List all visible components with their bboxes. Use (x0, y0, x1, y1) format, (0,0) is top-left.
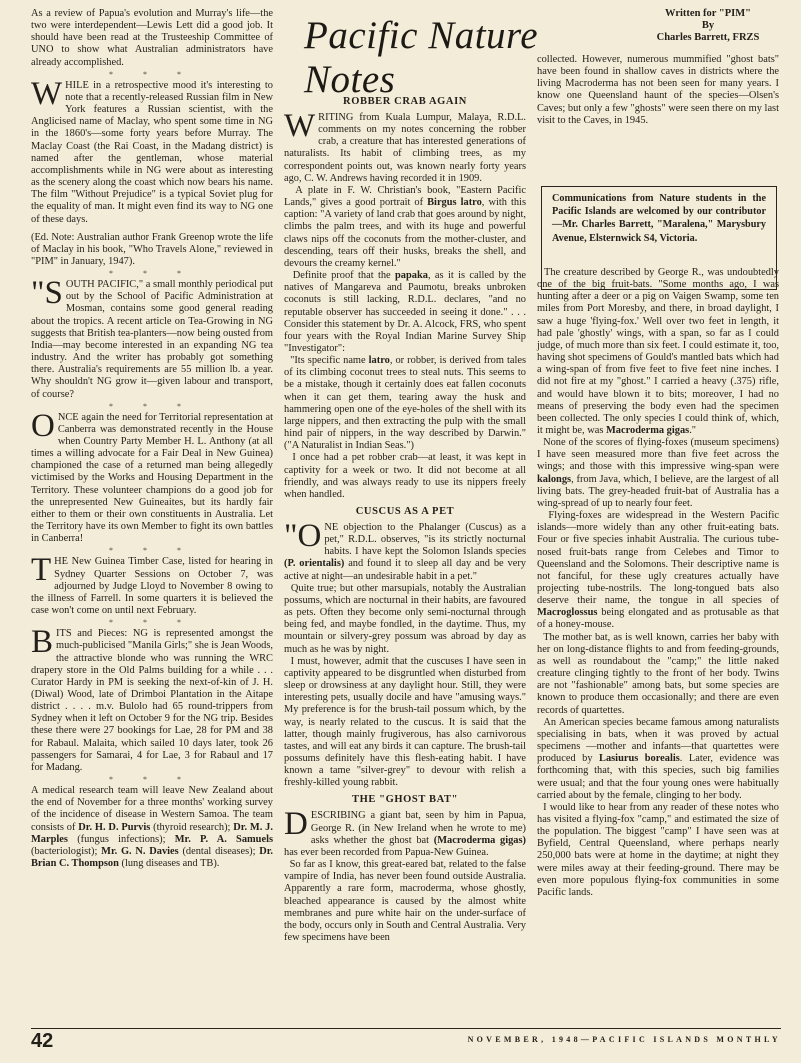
section-separator: * * * (109, 69, 195, 79)
paragraph (284, 185, 526, 270)
paragraph (537, 717, 779, 802)
paragraph (537, 632, 779, 717)
species-name: kalongs (537, 473, 572, 485)
section-separator: * * * (109, 401, 195, 411)
paragraph-text: RITING from Kuala Lumpur, Malaya, R.D.L. comments on my notes concerning the robber crab, a creature that has interested generations of naturalists. Its habit of climbing trees, as my correspondent points out, was known nearly forty years ago, C. W. Andrews having recorded it in 1909. (284, 112, 526, 184)
column-left (31, 8, 273, 870)
paragraph (284, 518, 526, 583)
communications-notice-box (541, 186, 777, 290)
paragraph-text: So far as I know, this great-eared bat, related to the false vampire of India, has never been found outside Australia. Apparently a rare form, macroderma, whose ghostly, bleached appearance is caused by the almost white membranes and pure white hair on the under-surface of the body, occurs only in South and Central Australia. Very few specimens have been (284, 859, 527, 943)
paragraph (537, 437, 779, 510)
paragraph-text: Definite proof that the (292, 270, 391, 282)
paragraph-text: Quite true; but other marsupials, notably the Australian possums, which are nocturnal in their habits, are favoured as pets. Often they become only semi-nocturnal through being fed, and maybe fondled, in the daytime. Thus, my mountain or silvery-grey possum was abroad by day as much as he was by night. (284, 582, 526, 655)
paragraph-text: I once had a pet robber crab—at least, it was kept in captivity for a week or two. It did not become at all friendly, and was always ready to use its nippers freely when handled. (284, 452, 526, 500)
paragraph (31, 785, 273, 870)
paragraph (284, 270, 526, 355)
paragraph (31, 624, 273, 774)
byline-written-for: Written for "PIM" (665, 8, 751, 19)
section-separator: * * * (109, 269, 195, 279)
section-heading: CUSCUS AS A PET (355, 506, 455, 517)
paragraph (284, 108, 526, 185)
drop-cap: W (284, 108, 316, 144)
drop-cap: D (284, 806, 308, 843)
paragraph (537, 267, 779, 437)
paragraph-text: ESCRIBING a giant bat, seen by him in Papua, George R. (in New Ireland when he wrote to me) asks whether the ghost bat (310, 810, 526, 846)
species-name: (P. orientalis) (284, 558, 345, 570)
drop-cap: W (31, 75, 63, 112)
paragraph (284, 656, 526, 790)
page-footer (31, 1028, 781, 1051)
species-name: (Macroderma gigas) (433, 834, 526, 846)
paragraph (537, 802, 779, 899)
paragraph-text: A plate in F. W. Christian's book, "Eastern Pacific Lands," gives a good portrait of (284, 184, 526, 209)
paragraph (284, 583, 526, 656)
masthead-title: Pacific Nature Notes (304, 14, 539, 101)
drop-cap: O (31, 407, 55, 444)
notice-text: Communications from Nature students in the Pacific Islands are welcomed by our contributor—Mr. Charles Barrett, "Maralena," Marysbury Avenue, Elsternwick S4, Victoria. (552, 193, 766, 244)
paragraph-text: being elongated and as protusable as that of a honey-mouse. (537, 607, 779, 631)
paragraph-text: The mother bat, as is well known, carries her baby with her on long-distance flights to and from feeding-grounds, as well as roundabout the "camp;" the little naked creature clinging tightly to the front of her body. Twins are not "fashionable" among bats, but some species are known to produce them occasionally; and there are even records of quartettes. (537, 631, 779, 716)
page-number: 42 (31, 1030, 54, 1052)
section-separator: * * * (109, 546, 195, 556)
paragraph-text: A medical research team will leave New Zealand about the end of November for a three months' working survey of the incidence of disease in Western Samoa. The team consists of (31, 785, 273, 833)
paragraph-text: and found it to sleep all day and be very active at night—an undesirable habit in a pet." (284, 558, 526, 582)
person-name: Dr. H. D. Purvis (78, 821, 151, 833)
paragraph-text: None of the scores of flying-foxes (museum specimens) I have seen measured more than five feet across the wings; and those with this impressive wing-span were (537, 437, 779, 473)
byline-by: By (701, 20, 715, 32)
column-right (537, 54, 779, 899)
person-name: Dr. Brian C. Thompson (31, 845, 273, 869)
paragraph-text: (bacteriologist); (31, 845, 98, 857)
paragraph-text: "Its specific name (290, 355, 366, 367)
paragraph-text: (lung diseases and TB). (121, 858, 220, 869)
paragraph-text: , or robber, is derived from tales of its climbing coconut trees to steal nuts. This seems to be a mistake, though it certainly does eat fallen coconuts when it can get them, tearing away the husk and hammering open one of the eye-holes of the shell with its large nippers, and then extracting the pulp with the small hind pair of nippers, in the way described by Darwin." ("A Naturalist in Indian Seas.") (284, 355, 526, 452)
section-heading: ROBBER CRAB AGAIN (343, 96, 467, 107)
species-name: Lasiurus borealis (599, 753, 680, 765)
paragraph (284, 452, 526, 501)
species-name: Macroglossus (537, 607, 598, 619)
paragraph-text: Flying-foxes are widespread in the Western Pacific islands—more widely than any other fruit-eating bats. Four or five species inhabit Australia. The curious tube-nosed fruit-bats range from Celebes and Timor to Queensland and the Solomons. Their descriptive name is not fanciful, for these ugly creatures actually have projecting tube-nostrils. The long-tongued bats also deserve their name, the tongue in all species of (537, 510, 779, 607)
person-name: Mr. G. N. Davies (101, 845, 179, 857)
paragraph: collected. However, numerous mummified "ghost bats" have been found in shallow caves in districts where the living Macroderma has not been seen for many years. I know one Queensland haunt of the species—Olsen's Caves; but only a few "ghosts" were seen there on my last visit to the Caves, in 1945. (537, 54, 779, 126)
paragraph-text: , as it is called by the natives of Mangareva and Paumotu, breaks unbroken coconuts is still lacking, R.D.L. declares, "and no reputable observer has succeeded in seeing it done." . . . Consider this statement by Dr. A. Alcock, FRS, who spent four years with the Royal Indian Marine Survey Ship "Investigator": (284, 270, 526, 354)
paragraph-text: , from Java, which, I believe, are the largest of all living bats. The grey-headed fruit-bat of Australia has a wing-spread of up to nearly four feet. (537, 473, 779, 509)
paragraph (31, 407, 273, 546)
paragraph-text: I must, however, admit that the cuscuses I have seen in captivity appeared to be disgruntled when disturbed from sleep or drowsiness at any daylight hour. Still, they were interesting pets, usually docile and have "amusing ways." My preference is for the brush-tail possum which, by the way, is nearly related to the cuscus. It is said that the latter, though mainly frugiverous, has also carnivorous tastes, and will eat any birds it can capture. The brush-tail possums definitely have this flesh-eating habit. I have known a tame "silver-grey" to devour with relish a freshly-killed young rabbit. (284, 655, 526, 789)
species-name: Macroderma gigas (606, 424, 690, 436)
paragraph-text: . Later, evidence was forthcoming that, with this species, such big families were usual; and that the four young ones were habitually carried about by the female, clinging to her body. (537, 753, 779, 801)
paragraph (31, 275, 273, 401)
paragraph-text: I would like to hear from any reader of these notes who has visited a flying-fox "camp," and estimated the size of the population. The biggest "camp" I have seen was at Byfield, Central Queensland, where perhaps nearly 250,000 bats were at home in the daytime; at night they were miles away at their feeding-ground. There may be even more populous flying-fox communities in some Pacific lands. (537, 801, 779, 898)
paragraph-text: ITS and Pieces: NG is represented amongst the much-publicised "Manila Girls;" she is Jean Woods, the attractive blonde who was running the WRC drapery store in the Old Palms building for a while . . . Curator Hardy in PM is seeking the next-of-kin of J. H. (Diwal) Wood, late of Drimboi Plantation in the Aitape district . . . . m.v. Bulolo had 65 round-trippers from Sydney when it left on October 9 for the NG trip. Besides these there were 27 bookings for Lae, 28 for PM and 38 for Rabaul. Malaita, which sailed 10 days later, took 26 passengers for Samarai, 4 for Lae, 3 for Rabaul and 17 for Madang. (31, 628, 273, 773)
byline (628, 8, 788, 45)
person-name: Dr. M. J. Marples (31, 821, 273, 845)
paragraph-text: An American species became famous among naturalists specialising in bats, when it was proved by actual specimens —mother and infants—that quartettes were produced by (537, 716, 779, 765)
person-name: Mr. P. A. Samuels (174, 833, 273, 845)
paragraph-text: HE New Guinea Timber Case, listed for hearing in Sydney Quarter Sessions on October 7, was adjourned by Judge Lloyd to November 8 owing to the illness of Farrell. In some quarters it is believed the case won't come on until next February. (31, 556, 273, 617)
species-name: papaka (395, 270, 428, 282)
paragraph-text: ." (689, 424, 697, 436)
paragraph-text: NE objection to the Phalanger (Cuscus) as a pet," R.D.L. observes, "is its strictly nocturnal habits. I have kept the Solomon Islands species (324, 522, 526, 558)
paragraph (284, 355, 526, 452)
section-separator: * * * (109, 775, 195, 785)
paragraph (284, 806, 526, 859)
drop-cap: B (31, 624, 54, 661)
paragraph-text: NCE again the need for Territorial representation at Canberra was demonstrated recently in the House when Country Party Member H. L. Anthony (at all times a willing advocate for a Fair Deal in New Guinea) championed the case of a returned man being allegedly victimised by the Works and Housing Department in the Territory. These volunteer champions do a good job for the unrepresented New Guineaites, but its hardly fair either to them or their own constituents in Australia. Let the Territory have its own Member to fight its own battles in Canberra! (31, 411, 273, 545)
column-middle (284, 96, 526, 944)
paragraph-text: (dental diseases); (182, 845, 256, 857)
paragraph-text: , with this caption: "A variety of land crab that goes around by night, climbs the palm trees, and with its huge and powerful claws nips off the coconuts from the mother-cluster, and descending, tears off their husks, breaks the shell, and devours the creamy kernel." (284, 197, 526, 269)
editor-note: (Ed. Note: Australian author Frank Greenop wrote the life of Maclay in his book, "Who Travels Alone," reviewed in "PIM" in January, 1947). (31, 231, 273, 267)
paragraph: As a review of Papua's evolution and Murray's life—the two were interdependent—Lewis Lett did a good job. It should have been read at the Trusteeship Committee of UNO to show what Australian administrators have already accomplished. (31, 8, 273, 68)
paragraph-text: (thyroid research); (153, 821, 231, 833)
paragraph (537, 510, 779, 632)
species-name: latro (368, 355, 390, 367)
running-footer: NOVEMBER, 1948—PACIFIC ISLANDS MONTHLY (467, 1035, 781, 1044)
paragraph-text: The creature described by George R., was undoubtedly one of the big fruit-bats. "Some months ago, I was hunting after a deer or a pig on Vaigen Swamp, some ten miles from Port Moresby, and there, in broad daylight, I saw a huge 'flying-fox.' Well over two feet in length, it had pale 'ghostly' wings, with a span, so far as I could judge, of much more than six feet. I could estimate it, too, having shot specimens of Gould's mantled bats which had a wing-span of from five feet to five feet nine inches. I did not fire at my "ghost." I carried a heavy (.375) rifle, and would have blown it to bits; moreover, I had no means of preserving the body even had the specimen been collected. The only species I could think of, which, it might be, was (537, 266, 779, 436)
drop-cap: T (31, 552, 52, 589)
drop-cap: "O (284, 518, 322, 554)
paragraph-text: HILE in a retrospective mood it's interesting to note that a recently-released Russian film in New York features a Russian scientist, with the Anglicised name of Maclay, who spent some time in NG in the 1860's—some forty years before Murray. The Maclay Coast (the Rai Coast, in the Madang district) is named after the gentleman, whose material accomplishments while in NG were about as interesting as the scenery along the coast which now bears his name. The film "Without Prejudice" is a typical Soviet plug for the equality of man. It might even find its way to NG one of these days. (31, 79, 273, 225)
paragraph-text: OUTH PACIFIC," a small monthly periodical put out by the School of Pacific Administration at Mosman, contains some good general reading about the tropics. A recent article on Tea-Growing in NG suggests that British tea-planters—now being ousted from India—may become interested in an expanding NG tea industry. And the writer has probably got something there. Australia's requirements are 55 million lb. a year. Why shouldn't NG grow it—given labour and transport, of course? (31, 279, 273, 400)
paragraph (284, 859, 526, 944)
section-separator: * * * (109, 618, 195, 628)
paragraph-text: (fungus infections); (77, 833, 166, 845)
section-heading: THE "GHOST BAT" (351, 794, 459, 806)
species-name: Birgus latro (427, 197, 482, 209)
paragraph-text: has ever been recorded from Papua-New Guinea. (284, 846, 489, 858)
paragraph (31, 552, 273, 617)
byline-author: Charles Barrett, FRZS (656, 32, 760, 44)
paragraph (31, 75, 273, 226)
drop-cap: "S (31, 275, 63, 312)
